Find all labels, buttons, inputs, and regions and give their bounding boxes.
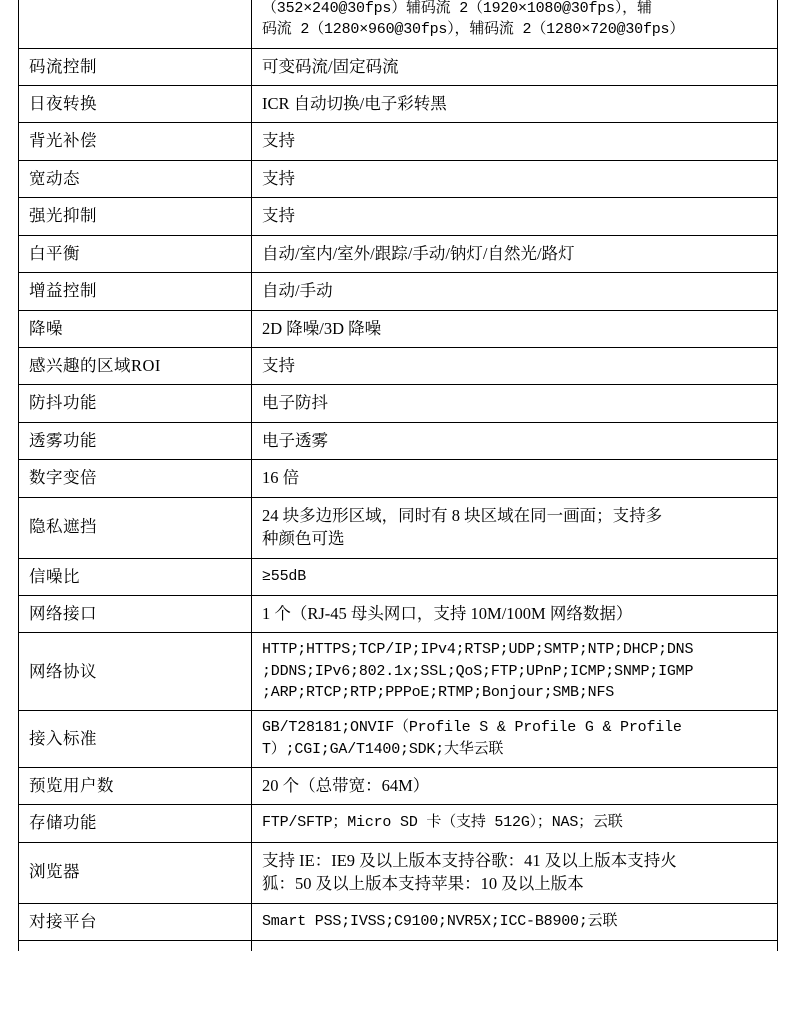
row-label: 接入标准 bbox=[19, 711, 252, 768]
table-row bbox=[19, 903, 778, 940]
table-row bbox=[19, 123, 778, 160]
row-value bbox=[252, 422, 778, 459]
row-value-line: ICR 自动切换/电子彩转黑 bbox=[262, 94, 447, 114]
row-value-line: 2D 降噪/3D 降噪 bbox=[262, 318, 382, 338]
table-row bbox=[19, 805, 778, 842]
row-value bbox=[252, 633, 778, 711]
row-value bbox=[252, 385, 778, 422]
table-row bbox=[19, 711, 778, 768]
table-row bbox=[19, 595, 778, 632]
row-value bbox=[252, 160, 778, 197]
row-value-line: 自动/室内/室外/跟踪/手动/钠灯/自然光/路灯 bbox=[262, 243, 575, 263]
table-row bbox=[19, 273, 778, 310]
table-row bbox=[19, 422, 778, 459]
row-label bbox=[19, 940, 252, 951]
row-value-line: GB/T28181;ONVIF（Profile S & Profile G & Profile bbox=[262, 719, 682, 737]
row-value bbox=[252, 497, 778, 558]
row-value-line: ≥55dB bbox=[262, 567, 307, 585]
table-row bbox=[19, 347, 778, 384]
row-value-line: 24 块多边形区域，同时有 8 块区域在同一画面；支持多 bbox=[262, 505, 663, 525]
row-label bbox=[19, 0, 252, 48]
row-label: 信噪比 bbox=[19, 558, 252, 595]
table-row bbox=[19, 235, 778, 272]
table-row-clipped-bottom bbox=[19, 940, 778, 951]
row-value-line: 支持 bbox=[262, 131, 295, 151]
row-value-line: ;DDNS;IPv6;802.1x;SSL;QoS;FTP;UPnP;ICMP;SNMP;IGMP bbox=[262, 662, 694, 680]
row-label: 防抖功能 bbox=[19, 385, 252, 422]
row-value bbox=[252, 903, 778, 940]
table-body bbox=[19, 0, 778, 951]
row-label: 强光抑制 bbox=[19, 198, 252, 235]
row-value bbox=[252, 0, 778, 48]
row-value-line: 支持 IE：IE9 及以上版本支持谷歌：41 及以上版本支持火 bbox=[262, 850, 677, 870]
row-value bbox=[252, 805, 778, 842]
row-value-line: 电子防抖 bbox=[262, 393, 328, 413]
row-value-line: 16 倍 bbox=[262, 468, 300, 488]
row-value-line: （352×240@30fps）辅码流 2（1920×1080@30fps），辅 bbox=[262, 0, 652, 17]
table-row bbox=[19, 767, 778, 804]
row-value bbox=[252, 595, 778, 632]
row-value bbox=[252, 347, 778, 384]
row-label: 降噪 bbox=[19, 310, 252, 347]
table-row bbox=[19, 460, 778, 497]
row-label: 码流控制 bbox=[19, 48, 252, 85]
row-value bbox=[252, 310, 778, 347]
table-row bbox=[19, 48, 778, 85]
row-value-line: Smart PSS;IVSS;C9100;NVR5X;ICC-B8900;云联 bbox=[262, 912, 618, 930]
row-value-line: 电子透雾 bbox=[262, 430, 328, 450]
row-value-line: 支持 bbox=[262, 168, 295, 188]
row-label: 宽动态 bbox=[19, 160, 252, 197]
row-value-line: FTP/SFTP；Micro SD 卡（支持 512G）；NAS；云联 bbox=[262, 814, 623, 832]
row-value-line: 码流 2（1280×960@30fps），辅码流 2（1280×720@30fps） bbox=[262, 21, 685, 39]
table-row bbox=[19, 160, 778, 197]
row-value-line: 狐：50 及以上版本支持苹果：10 及以上版本 bbox=[262, 874, 584, 894]
row-label: 白平衡 bbox=[19, 235, 252, 272]
row-value bbox=[252, 558, 778, 595]
row-value bbox=[252, 940, 778, 951]
row-value-line: 可变码流/固定码流 bbox=[262, 56, 399, 76]
table-row bbox=[19, 385, 778, 422]
row-label: 日夜转换 bbox=[19, 86, 252, 123]
row-label: 网络接口 bbox=[19, 595, 252, 632]
row-value-line: 20 个（总带宽：64M） bbox=[262, 775, 430, 795]
row-label: 透雾功能 bbox=[19, 422, 252, 459]
table-row bbox=[19, 842, 778, 903]
row-value bbox=[252, 273, 778, 310]
row-value-line: 支持 bbox=[262, 355, 295, 375]
row-value-line: 支持 bbox=[262, 206, 295, 226]
table-row bbox=[19, 0, 778, 48]
row-value bbox=[252, 198, 778, 235]
row-value-line: 自动/手动 bbox=[262, 281, 333, 301]
row-label: 浏览器 bbox=[19, 842, 252, 903]
row-value-line: 1 个（RJ-45 母头网口，支持 10M/100M 网络数据） bbox=[262, 603, 633, 623]
row-value bbox=[252, 711, 778, 768]
row-label: 对接平台 bbox=[19, 903, 252, 940]
row-label: 网络协议 bbox=[19, 633, 252, 711]
row-label: 数字变倍 bbox=[19, 460, 252, 497]
row-value-line: HTTP;HTTPS;TCP/IP;IPv4;RTSP;UDP;SMTP;NTP;DHCP;DNS bbox=[262, 641, 694, 659]
row-value bbox=[252, 842, 778, 903]
row-value-line: ;ARP;RTCP;RTP;PPPoE;RTMP;Bonjour;SMB;NFS bbox=[262, 683, 615, 701]
row-value bbox=[252, 48, 778, 85]
row-value-line: T）;CGI;GA/T1400;SDK;大华云联 bbox=[262, 740, 504, 758]
table-row bbox=[19, 310, 778, 347]
row-value-line: 种颜色可选 bbox=[262, 529, 345, 549]
table-row bbox=[19, 86, 778, 123]
specification-table bbox=[18, 0, 778, 951]
row-value bbox=[252, 767, 778, 804]
row-value bbox=[252, 86, 778, 123]
row-value bbox=[252, 123, 778, 160]
row-label: 感兴趣的区域ROI bbox=[19, 347, 252, 384]
row-label: 背光补偿 bbox=[19, 123, 252, 160]
row-value bbox=[252, 235, 778, 272]
row-label: 存储功能 bbox=[19, 805, 252, 842]
table-row bbox=[19, 558, 778, 595]
table-row bbox=[19, 198, 778, 235]
row-label: 预览用户数 bbox=[19, 767, 252, 804]
row-label: 增益控制 bbox=[19, 273, 252, 310]
table-row bbox=[19, 497, 778, 558]
row-value bbox=[252, 460, 778, 497]
table-row bbox=[19, 633, 778, 711]
row-label: 隐私遮挡 bbox=[19, 497, 252, 558]
